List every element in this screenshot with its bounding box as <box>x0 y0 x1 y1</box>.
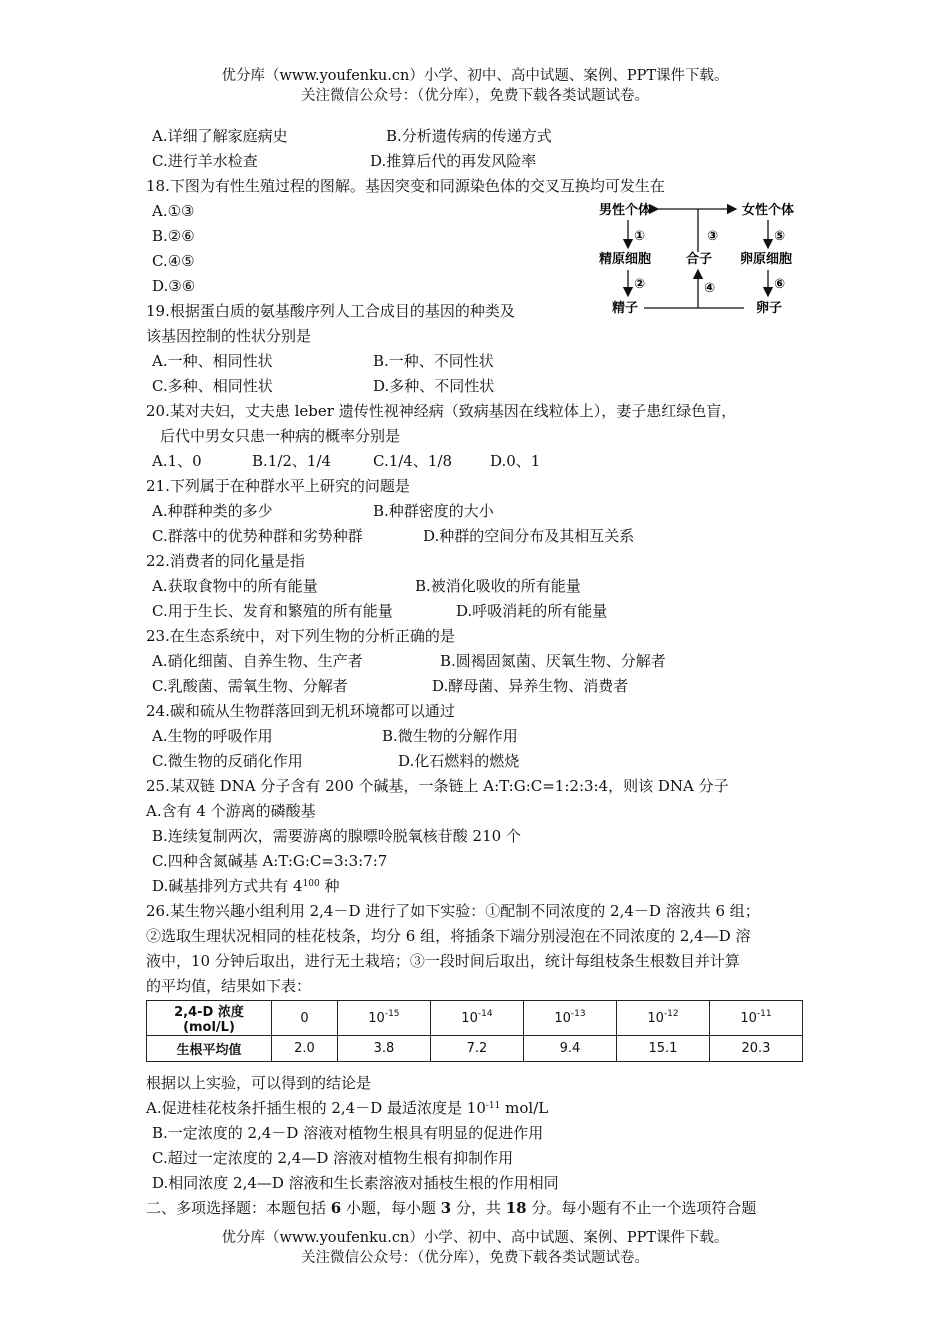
diagram-male: 男性个体 <box>599 203 652 218</box>
page-footer-line2: 关注微信公众号：（优分库），免费下载各类试题试卷。 <box>301 1250 649 1266</box>
q26-option-c: C.超过一定浓度的 2,4—D 溶液对植物生根有抑制作用 <box>152 1149 514 1167</box>
q21-option-b: B.种群密度的大小 <box>373 502 494 520</box>
table-cell-conc: $10^{-15}$ <box>337 1001 430 1036</box>
diagram-num-5: ⑤ <box>774 229 786 244</box>
diagram-num-6: ⑥ <box>774 277 786 292</box>
table-cell-root: 15.1 <box>616 1036 709 1062</box>
q18-option-d: D.③⑥ <box>152 277 196 295</box>
table-cell-conc: $10^{-11}$ <box>709 1001 802 1036</box>
q19-option-a: A.一种、相同性状 <box>152 352 273 370</box>
q17-option-c: C.进行羊水检查 <box>152 152 258 170</box>
diagram-num-1: ① <box>634 229 646 244</box>
diagram-num-3: ③ <box>707 229 719 244</box>
table-cell-root: 3.8 <box>337 1036 430 1062</box>
q26-lead: 根据以上实验，可以得到的结论是 <box>146 1074 372 1092</box>
diagram-female: 女性个体 <box>742 203 795 218</box>
q19-option-d: D.多种、不同性状 <box>373 377 495 395</box>
q20-stem-1: 20.某对夫妇，丈夫患 leber 遗传性视神经病（致病基因在线粒体上），妻子患红绿色盲， <box>146 402 737 420</box>
q20-option-c: C.1/4、1/8 <box>373 452 452 470</box>
q22-stem: 22.消费者的同化量是指 <box>146 552 305 570</box>
diagram-oogonium: 卵原细胞 <box>740 252 793 267</box>
diagram-spermatogonium: 精原细胞 <box>599 252 652 267</box>
q26-stem-3: 液中，10 分钟后取出，进行无土栽培；③一段时间后取出，统计每组枝条生根数目并计算 <box>146 952 740 970</box>
q26-stem-1: 26.某生物兴趣小组利用 2,4－D 进行了如下实验：①配制不同浓度的 2,4－D 溶液共 6 组； <box>146 902 760 920</box>
table-cell-root: 2.0 <box>272 1036 338 1062</box>
q24-option-d: D.化石燃料的燃烧 <box>398 752 520 770</box>
q26-stem-2: ②选取生理状况相同的桂花枝条，均分 6 组，将插条下端分别浸泡在不同浓度的 2,4—D 溶 <box>146 927 751 945</box>
q26-option-d: D.相同浓度 2,4—D 溶液和生长素溶液对插枝生根的作用相同 <box>152 1174 559 1192</box>
q25-stem: 25.某双链 DNA 分子含有 200 个碱基，一条链上 A:T:G:C=1:2:3:4，则该 DNA 分子 <box>146 777 729 795</box>
diagram-zygote: 合子 <box>686 252 713 267</box>
reproduction-diagram <box>594 196 806 321</box>
table-cell-root: 20.3 <box>709 1036 802 1062</box>
q22-option-a: A.获取食物中的所有能量 <box>152 577 318 595</box>
q20-option-b: B.1/2、1/4 <box>252 452 332 470</box>
q24-option-b: B.微生物的分解作用 <box>382 727 518 745</box>
table-cell-conc: $10^{-14}$ <box>430 1001 523 1036</box>
table-cell-conc: $10^{-12}$ <box>616 1001 709 1036</box>
q23-stem: 23.在生态系统中，对下列生物的分析正确的是 <box>146 627 455 645</box>
diagram-sperm: 精子 <box>612 301 639 316</box>
table-cell-root: 9.4 <box>523 1036 616 1062</box>
q21-option-d: D.种群的空间分布及其相互关系 <box>423 527 635 545</box>
table-cell-conc: $10^{-13}$ <box>523 1001 616 1036</box>
page-header-line1: 优分库（www.youfenku.cn）小学、初中、高中试题、案例、PPT课件下载。 <box>221 68 729 84</box>
q26-results-table <box>146 1000 803 1062</box>
q25-option-b: B.连续复制两次，需要游离的腺嘌呤脱氧核苷酸 210 个 <box>152 827 521 845</box>
diagram-num-4: ④ <box>704 281 716 296</box>
q26-option-b: B.一定浓度的 2,4－D 溶液对植物生根具有明显的促进作用 <box>152 1124 544 1142</box>
q18-option-c: C.④⑤ <box>152 252 195 270</box>
table-cell-conc: 0 <box>272 1001 338 1036</box>
q23-option-a: A.硝化细菌、自养生物、生产者 <box>152 652 363 670</box>
q20-stem-2: 后代中男女只患一种病的概率分别是 <box>160 427 401 445</box>
q23-option-b: B.圆褐固氮菌、厌氧生物、分解者 <box>440 652 666 670</box>
q21-option-c: C.群落中的优势种群和劣势种群 <box>152 527 363 545</box>
q19-option-c: C.多种、相同性状 <box>152 377 273 395</box>
table-header-concentration: 2,4-D 浓度(mol/L) <box>147 1001 272 1036</box>
q18-option-a: A.①③ <box>152 202 195 220</box>
section2-heading: 二、多项选择题：本题包括 6 小题，每小题 3 分，共 18 分。每小题有不止一个选项符合题 <box>146 1199 757 1217</box>
table-row-root-mean <box>147 1036 803 1062</box>
table-header-root-mean: 生根平均值 <box>147 1036 272 1062</box>
diagram-egg: 卵子 <box>756 301 783 316</box>
q17-option-b: B.分析遗传病的传递方式 <box>386 127 552 145</box>
q20-option-d: D.0、1 <box>490 452 541 470</box>
q22-option-b: B.被消化吸收的所有能量 <box>415 577 581 595</box>
q24-option-a: A.生物的呼吸作用 <box>152 727 273 745</box>
q22-option-d: D.呼吸消耗的所有能量 <box>456 602 608 620</box>
q26-option-a: A.促进桂花枝条扦插生根的 2,4－D 最适浓度是 $10^{-11}$ mol/L <box>146 1099 549 1117</box>
q19-stem-1: 19.根据蛋白质的氨基酸序列人工合成目的基因的种类及 <box>146 302 515 320</box>
q18-stem: 18.下图为有性生殖过程的图解。基因突变和同源染色体的交叉互换均可发生在 <box>146 177 665 195</box>
q25-option-a: A.含有 4 个游离的磷酸基 <box>146 802 316 820</box>
q26-stem-4: 的平均值，结果如下表： <box>146 977 312 995</box>
q17-option-d: D.推算后代的再发风险率 <box>370 152 537 170</box>
q20-option-a: A.1、0 <box>152 452 202 470</box>
q19-stem-2: 该基因控制的性状分别是 <box>146 327 312 345</box>
diagram-num-2: ② <box>634 277 646 292</box>
page-footer-line1: 优分库（www.youfenku.cn）小学、初中、高中试题、案例、PPT课件下载。 <box>221 1230 729 1246</box>
page-header-line2: 关注微信公众号：（优分库），免费下载各类试题试卷。 <box>301 88 649 104</box>
q24-stem: 24.碳和硫从生物群落回到无机环境都可以通过 <box>146 702 455 720</box>
q23-option-d: D.酵母菌、异养生物、消费者 <box>432 677 629 695</box>
q22-option-c: C.用于生长、发育和繁殖的所有能量 <box>152 602 393 620</box>
table-cell-root: 7.2 <box>430 1036 523 1062</box>
q21-stem: 21.下列属于在种群水平上研究的问题是 <box>146 477 410 495</box>
q21-option-a: A.种群种类的多少 <box>152 502 273 520</box>
q23-option-c: C.乳酸菌、需氧生物、分解者 <box>152 677 348 695</box>
q17-option-a: A.详细了解家庭病史 <box>152 127 288 145</box>
q24-option-c: C.微生物的反硝化作用 <box>152 752 303 770</box>
q25-option-d: D.碱基排列方式共有 $4^{100}$ 种 <box>152 877 340 895</box>
table-row-concentration <box>147 1001 803 1036</box>
q18-option-b: B.②⑥ <box>152 227 195 245</box>
q19-option-b: B.一种、不同性状 <box>373 352 494 370</box>
q25-option-c: C.四种含氮碱基 A:T:G:C=3:3:7:7 <box>152 852 388 870</box>
